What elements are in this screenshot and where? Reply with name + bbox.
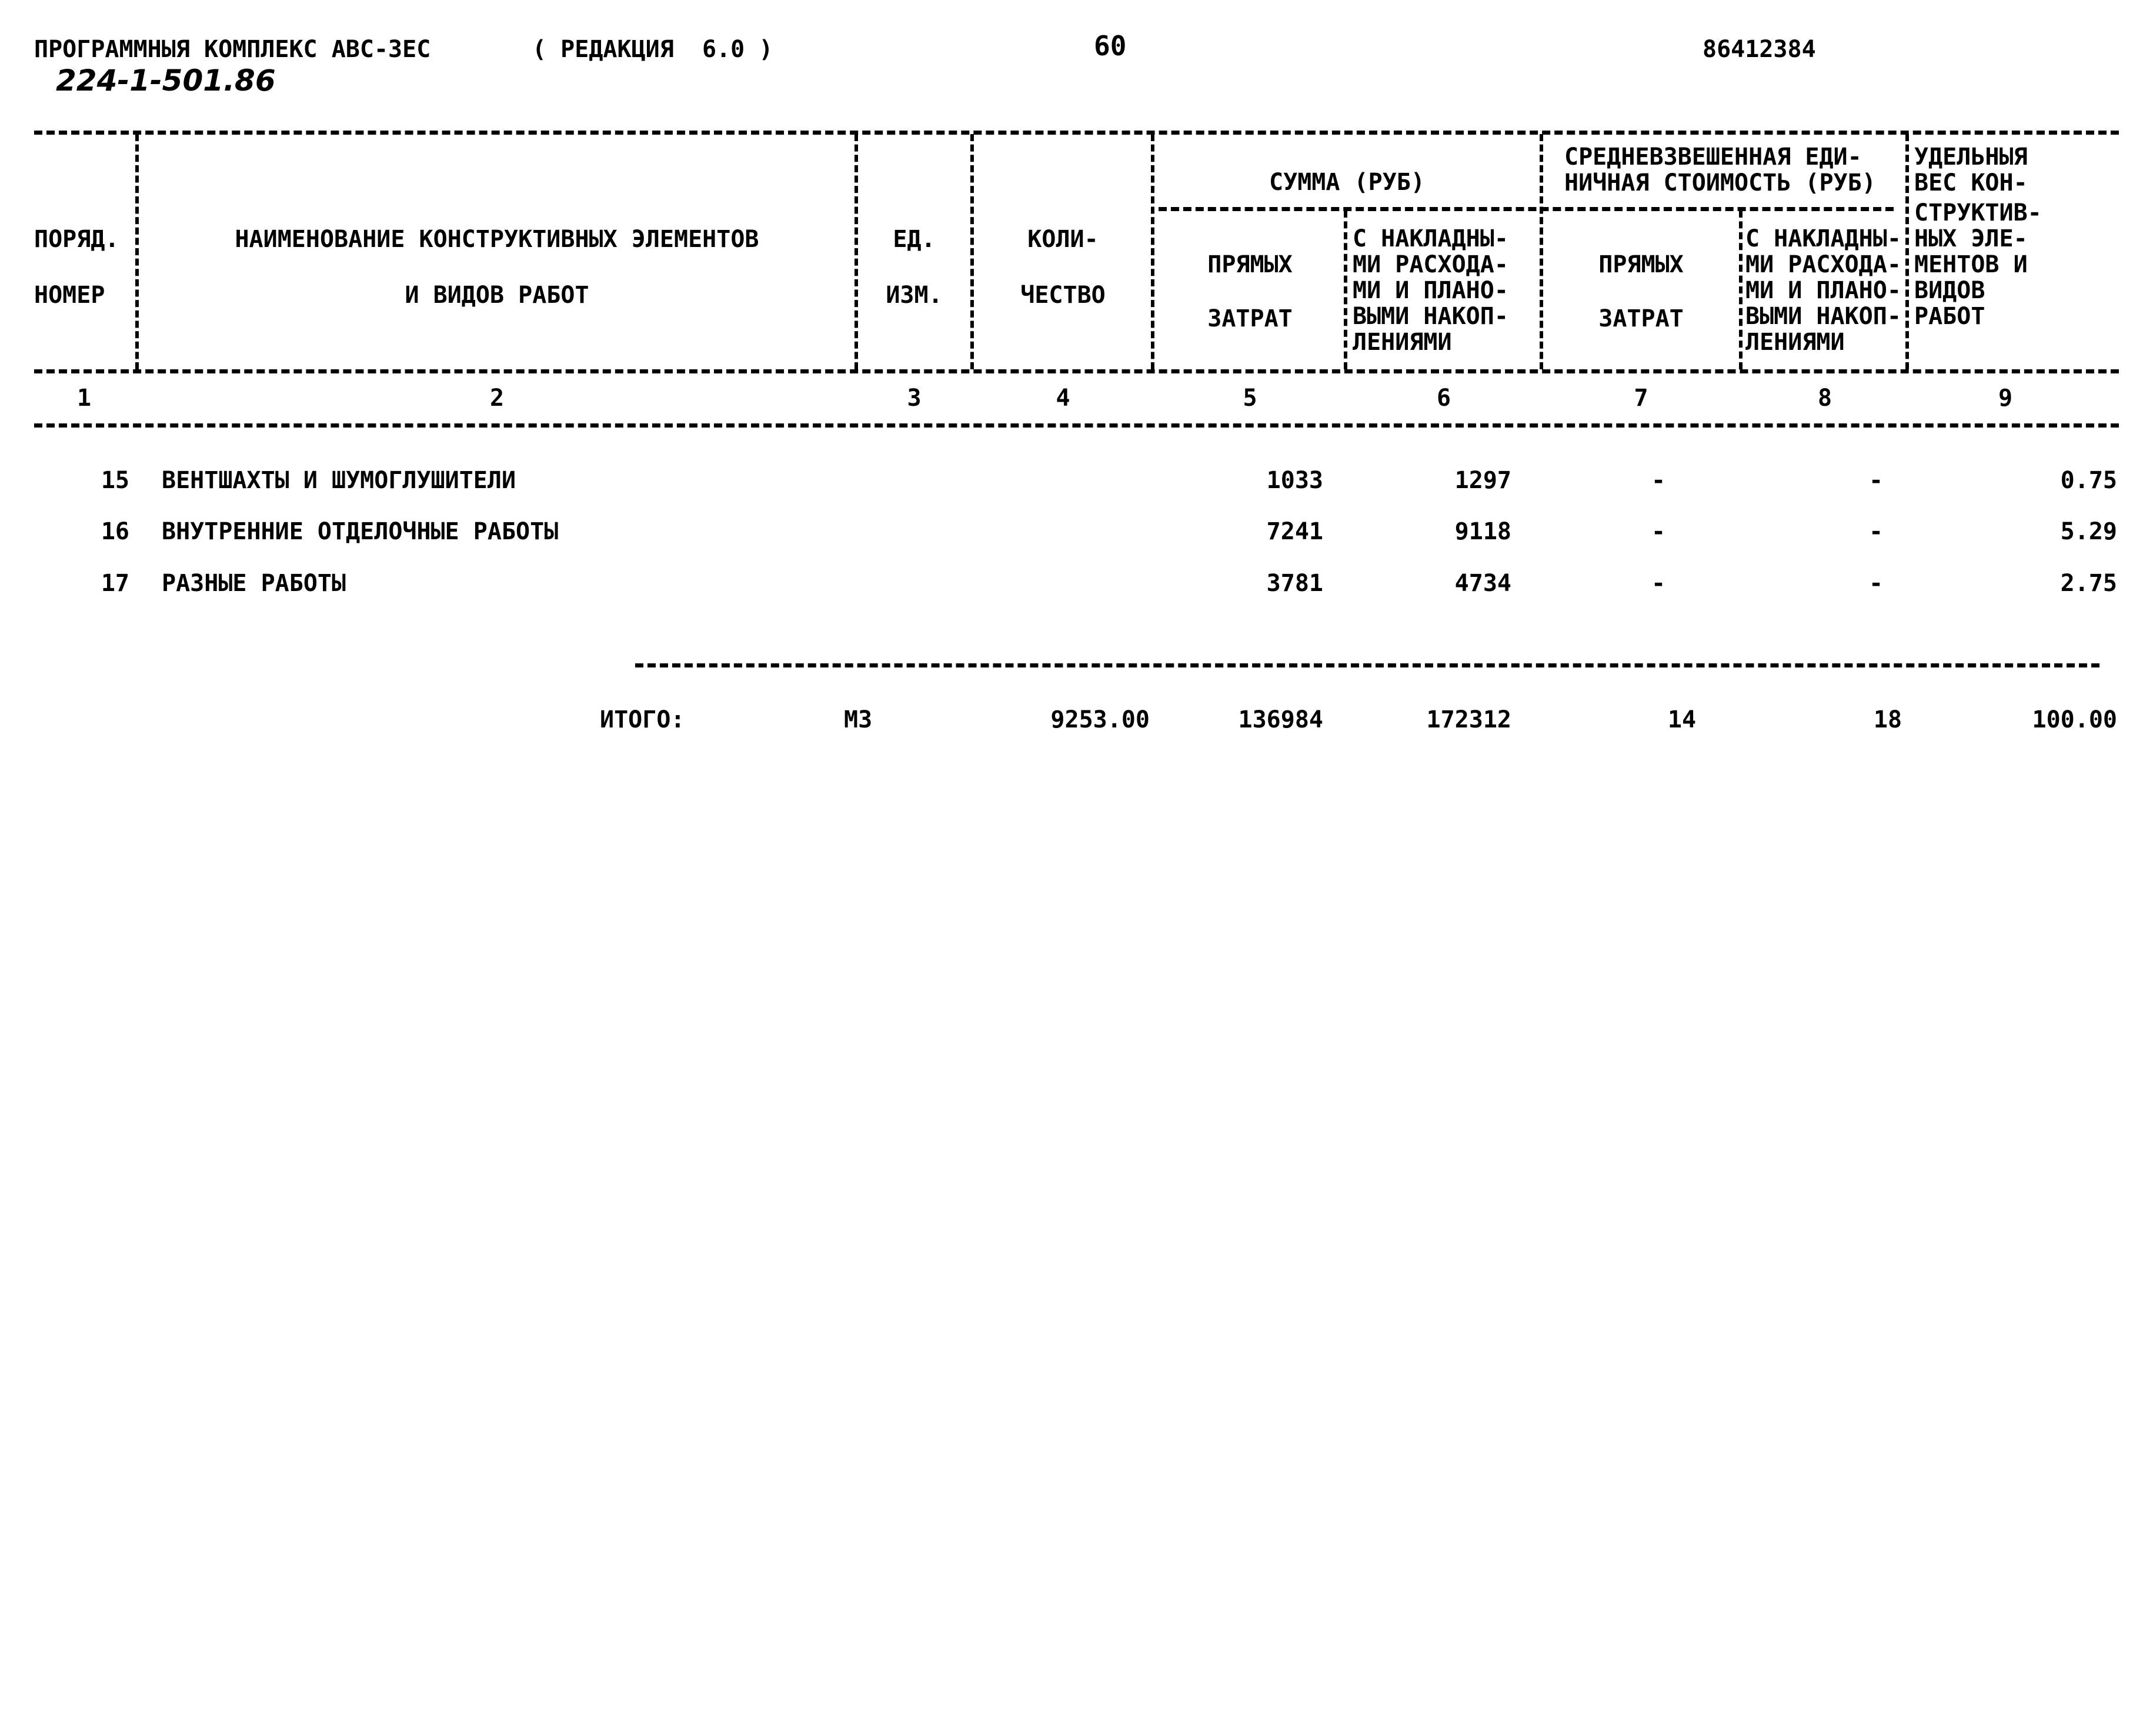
col5-header-line2: ЗАТРАТ [1207, 305, 1293, 332]
avg-group-header-line1: СРЕДНЕВЗВЕШЕННАЯ ЕДИ- [1564, 143, 1862, 171]
total-quantity: 9253.00 [1050, 706, 1150, 733]
avg-group-header-line2: НИЧНАЯ СТОИМОСТЬ (РУБ) [1564, 169, 1876, 196]
row-number: 17 [101, 570, 129, 597]
col3-header-line2: ИЗМ. [886, 282, 943, 309]
row-overhead-cost: 4734 [1454, 570, 1511, 597]
program-name: ПРОГРАММНЫЯ КОМПЛЕКС АВС-ЗЕС [34, 36, 431, 63]
row-avg-overhead: - [1868, 518, 1884, 545]
column-number: 7 [1634, 385, 1648, 412]
row-avg-direct: - [1651, 518, 1666, 545]
row-avg-overhead: - [1868, 467, 1884, 494]
document-code: 86412384 [1703, 36, 1816, 63]
row-weight: 2.75 [2060, 570, 2117, 597]
col5-header-line1: ПРЯМЫХ [1207, 251, 1293, 278]
col9-header-line3: СТРУКТИВ- [1914, 199, 2042, 226]
column-number: 4 [1056, 385, 1070, 412]
header-bottom-rule [34, 369, 2119, 373]
col6-header-line1: С НАКЛАДНЫ- [1353, 225, 1508, 252]
column-number: 6 [1436, 385, 1451, 412]
total-rule [635, 663, 2099, 667]
row-avg-direct: - [1651, 570, 1666, 597]
column-number: 5 [1243, 385, 1257, 412]
row-name: ВЕНТШАХТЫ И ШУМОГЛУШИТЕЛИ [162, 467, 516, 494]
col1-header-line1: ПОРЯД. [34, 226, 119, 253]
col4-header-line1: КОЛИ- [1027, 226, 1099, 253]
column-separator [970, 134, 974, 369]
col9-header-line4: НЫХ ЭЛЕ- [1914, 225, 2028, 252]
col8-header-line4: ВЫМИ НАКОП- [1745, 303, 1901, 330]
col9-header-line2: ВЕС КОН- [1914, 169, 2028, 196]
total-direct-cost: 136984 [1238, 706, 1323, 733]
column-separator [854, 134, 858, 369]
col8-header-line5: ЛЕНИЯМИ [1745, 329, 1845, 356]
row-name: ВНУТРЕННИЕ ОТДЕЛОЧНЫЕ РАБОТЫ [162, 518, 559, 545]
row-overhead-cost: 9118 [1454, 518, 1511, 545]
total-avg-overhead: 18 [1873, 706, 1902, 733]
col8-header-line3: МИ И ПЛАНО- [1745, 277, 1901, 304]
col9-header-line7: РАБОТ [1914, 303, 1985, 330]
row-direct-cost: 1033 [1266, 467, 1323, 494]
sum-group-header: СУММА (РУБ) [1269, 169, 1425, 196]
col7-header-line2: ЗАТРАТ [1598, 305, 1684, 332]
column-number: 2 [489, 385, 505, 412]
column-number: 1 [76, 385, 92, 412]
document-number: 224-1-501.86 [56, 64, 276, 98]
col6-header-line5: ЛЕНИЯМИ [1353, 329, 1452, 356]
col8-header-line2: МИ РАСХОДА- [1745, 251, 1901, 278]
column-separator [1151, 134, 1154, 369]
col7-header-line1: ПРЯМЫХ [1598, 251, 1684, 278]
row-number: 16 [101, 518, 129, 545]
col8-header-line1: С НАКЛАДНЫ- [1745, 225, 1901, 252]
total-label: ИТОГО: [600, 706, 685, 733]
row-avg-direct: - [1651, 467, 1666, 494]
column-separator [1739, 211, 1743, 369]
total-avg-direct: 14 [1667, 706, 1697, 733]
column-separator [1344, 211, 1347, 369]
row-number: 15 [101, 467, 129, 494]
col9-header-line6: ВИДОВ [1914, 277, 1985, 304]
col2-header-line2: И ВИДОВ РАБОТ [405, 282, 589, 309]
col6-header-line3: МИ И ПЛАНО- [1353, 277, 1508, 304]
column-number: 9 [1998, 385, 2013, 412]
col6-header-line2: МИ РАСХОДА- [1353, 251, 1508, 278]
col4-header-line2: ЧЕСТВО [1020, 282, 1106, 309]
col1-header-line2: НОМЕР [34, 282, 105, 309]
table-top-rule [34, 131, 2119, 135]
row-direct-cost: 7241 [1266, 518, 1323, 545]
column-number: 8 [1817, 385, 1832, 412]
column-separator [1540, 134, 1543, 369]
row-avg-overhead: - [1868, 570, 1884, 597]
col2-header-line1: НАИМЕНОВАНИЕ КОНСТРУКТИВНЫХ ЭЛЕМЕНТОВ [235, 226, 759, 253]
column-number-rule [34, 423, 2119, 428]
total-weight: 100.00 [2032, 706, 2117, 733]
group-header-rule [1159, 207, 1894, 211]
row-overhead-cost: 1297 [1454, 467, 1511, 494]
edition-label: ( РЕДАКЦИЯ 6.0 ) [532, 36, 773, 63]
col3-header-line1: ЕД. [893, 226, 936, 253]
column-number: 3 [907, 385, 922, 412]
col6-header-line4: ВЫМИ НАКОП- [1353, 303, 1508, 330]
col9-header-line1: УДЕЛЬНЫЯ [1914, 143, 2028, 171]
row-name: РАЗНЫЕ РАБОТЫ [162, 570, 346, 597]
total-unit: М3 [844, 706, 873, 733]
column-separator [135, 134, 139, 369]
row-weight: 5.29 [2060, 518, 2117, 545]
col9-header-line5: МЕНТОВ И [1914, 251, 2028, 278]
total-overhead-cost: 172312 [1426, 706, 1511, 733]
row-direct-cost: 3781 [1266, 570, 1323, 597]
page-number: 60 [1094, 30, 1127, 62]
column-separator [1905, 134, 1909, 369]
row-weight: 0.75 [2060, 467, 2117, 494]
